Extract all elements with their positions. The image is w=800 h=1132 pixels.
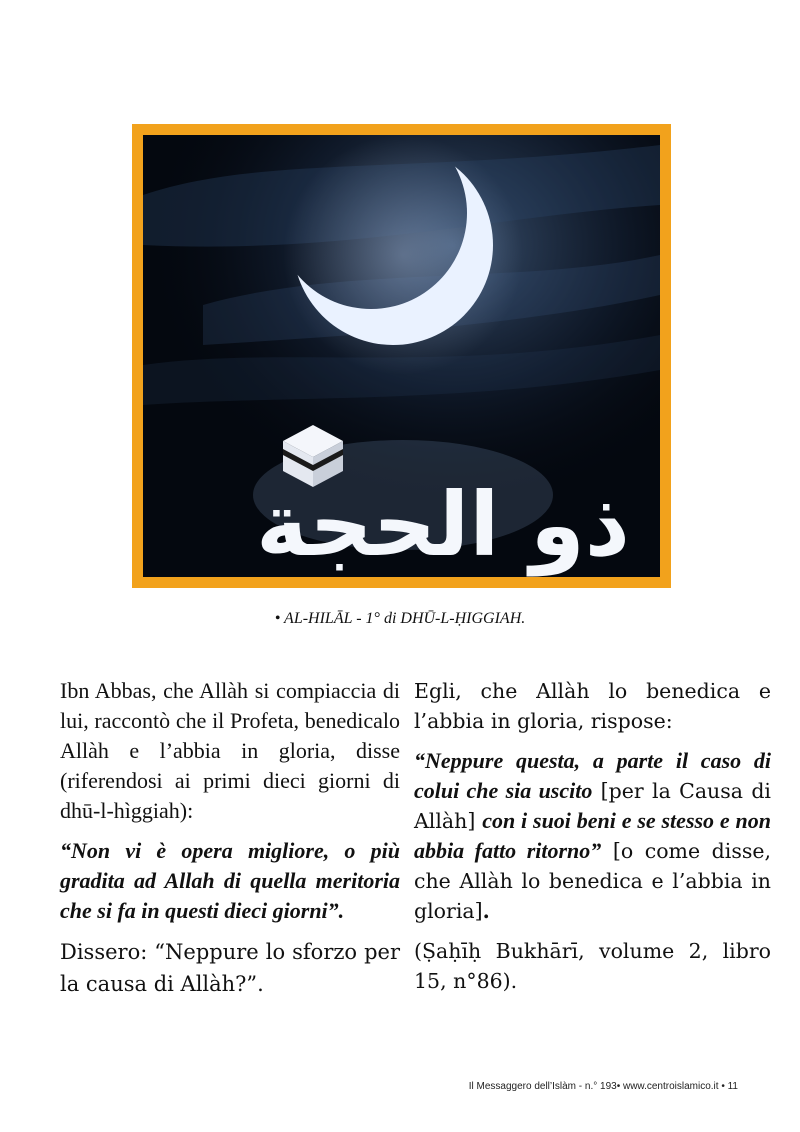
answer-quote-part1: “Neppure questa, a parte il caso di colui che sia uscito [414, 748, 771, 803]
right-column [414, 676, 771, 1006]
answer-quote-part2: con i suoi beni e se stesso e non abbia fatto ritorno” [414, 808, 771, 863]
citation: (Ṣaḥīḥ Bukhārī, volume 2, libro 15, n°86). [414, 939, 771, 993]
dhul-hijjah-calligraphy: ذو الحجة [256, 473, 630, 576]
page-footer: Il Messaggero dell’Islàm - n.° 193• www.centroislamico.it • 11 [468, 1081, 738, 1092]
left-column [60, 676, 400, 1010]
bracket-note-1: [per la Causa di Allàh] [414, 779, 771, 833]
crescent-moon-image [132, 124, 671, 588]
bracket-note-2: [o come disse, che Allàh lo benedica e l’abbia in gloria] [414, 839, 772, 923]
question-paragraph: Dissero: “Neppure lo sforzo per la causa di Allàh?”. [60, 940, 400, 996]
intro-paragraph: Ibn Abbas, che Allàh si compiaccia di lui, raccontò che il Profeta, benedicalo Allàh e l’abbia in gloria, disse (riferendosi ai primi dieci giorni di dhū-l-hìggiah): [60, 678, 400, 823]
end-period: . [482, 899, 490, 923]
answer-intro: Egli, che Allàh lo benedica e l’abbia in gloria, rispose: [414, 679, 771, 733]
answer-quote [414, 746, 771, 926]
hadith-quote: “Non vi è opera migliore, o più gradita ad Allah di quella meritoria che si fa in questi dieci giorni”. [60, 838, 400, 923]
figure-caption: • AL-HILĀL - 1° di DHŪ-L-ḤIGGIAH. [274, 610, 526, 627]
